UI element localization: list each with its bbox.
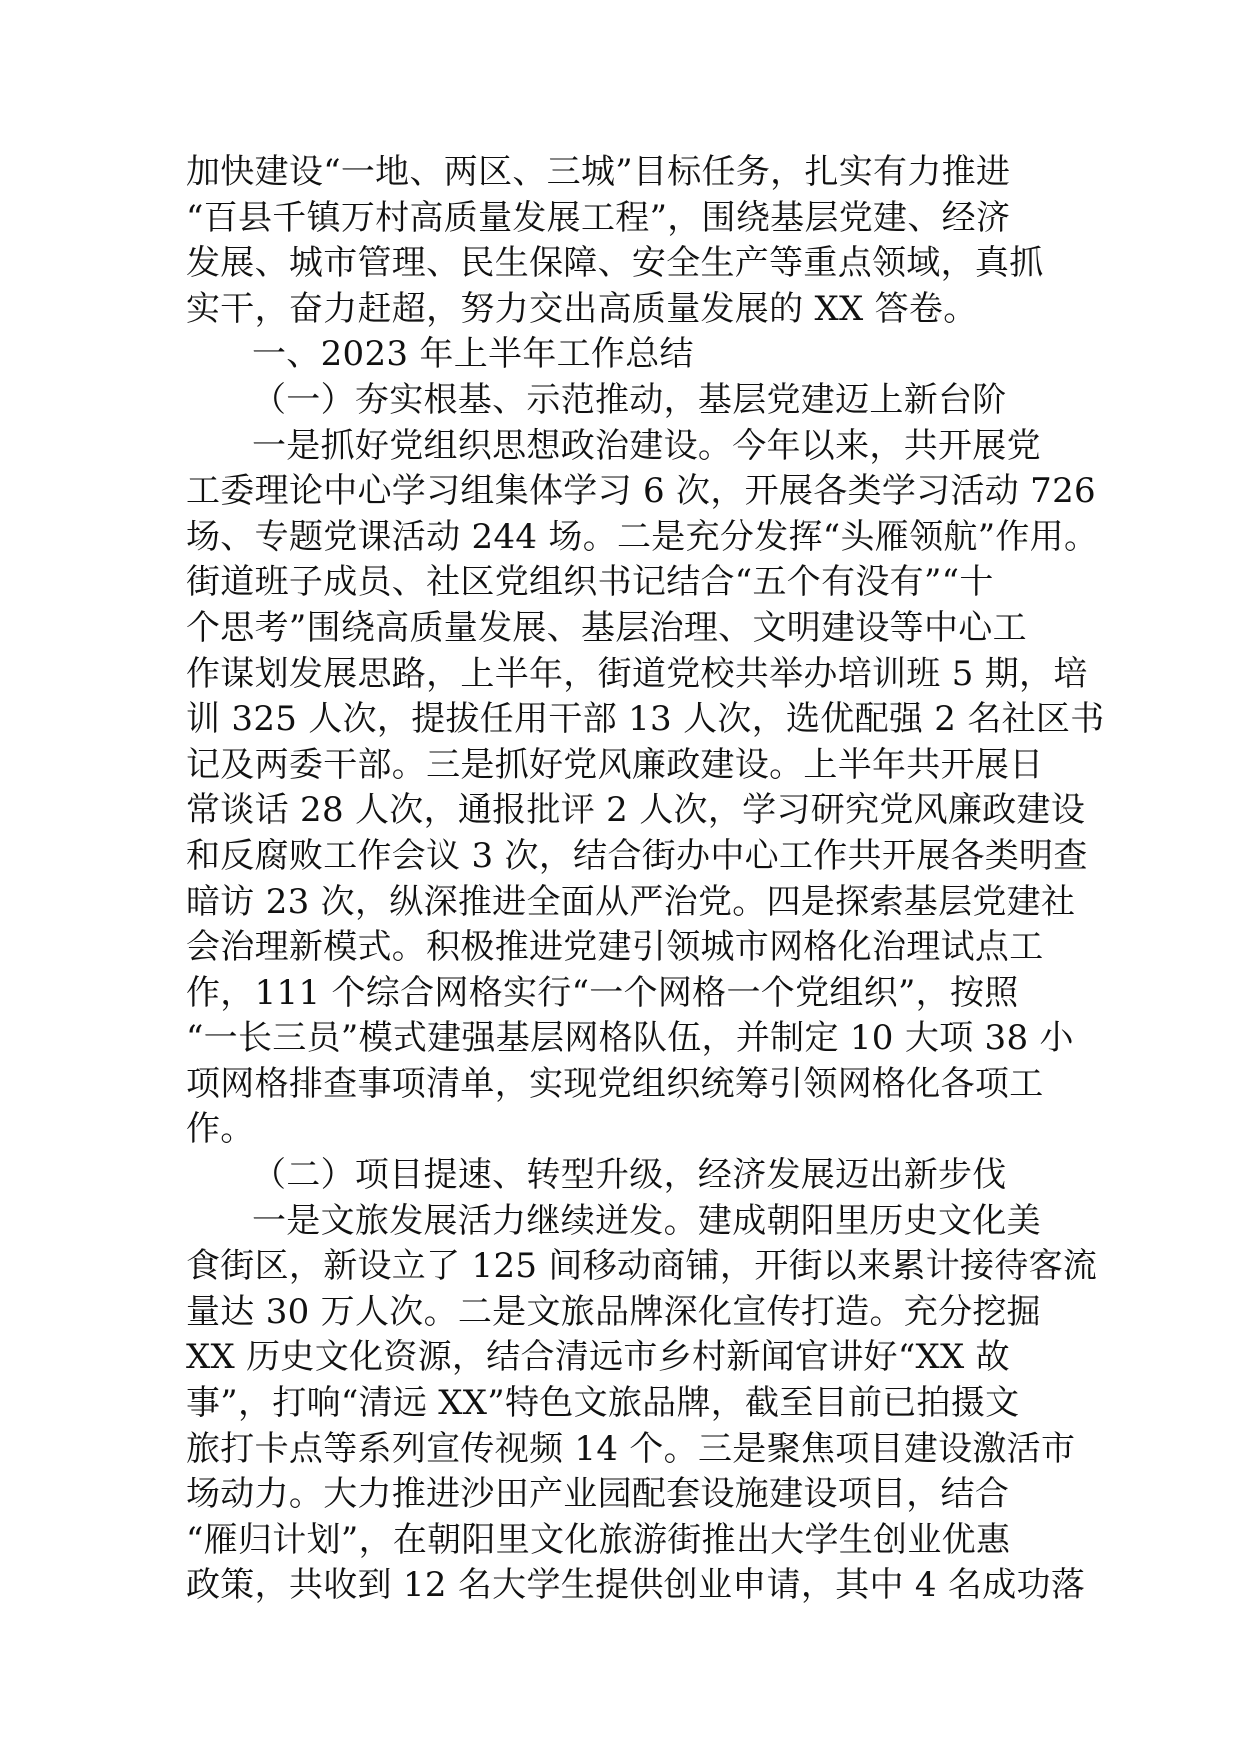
text-line: 常谈话 28 人次，通报批评 2 人次，学习研究党风廉政建设 [186, 790, 1086, 831]
text-line: 量达 30 万人次。二是文旅品牌深化宣传打造。充分挖掘 [186, 1291, 1041, 1332]
text-line: “百县千镇万村高质量发展工程”，围绕基层党建、经济 [186, 197, 1011, 238]
document-body [186, 150, 1105, 1609]
text-line: 加快建设“一地、两区、三城”目标任务，扎实有力推进 [186, 152, 1011, 192]
text-line: “雁归计划”，在朝阳里文化旅游街推出大学生创业优惠 [186, 1519, 1011, 1560]
text-line: 暗访 23 次，纵深推进全面从严治党。四是探索基层党建社 [186, 881, 1076, 922]
text-line: 会治理新模式。积极推进党建引领城市网格化治理试点工 [186, 927, 1044, 968]
text-line: 食街区，新设立了 125 间移动商铺，开街以来累计接待客流 [186, 1246, 1098, 1287]
text-line: 作。 [186, 1109, 255, 1150]
text-line: 街道班子成员、社区党组织书记结合“五个有没有”“十 [186, 562, 994, 603]
text-line: （二）项目提速、转型升级，经济发展迈出新步伐 [252, 1155, 1007, 1196]
text-line: 和反腐败工作会议 3 次，结合街办中心工作共开展各类明查 [186, 835, 1088, 876]
text-line: 发展、城市管理、民生保障、安全生产等重点领域，真抓 [186, 243, 1044, 284]
text-line: 个思考”围绕高质量发展、基层治理、文明建设等中心工 [186, 607, 1027, 648]
text-line: 实干，奋力赶超，努力交出高质量发展的 XX 答卷。 [186, 288, 978, 329]
text-line: “一长三员”模式建强基层网格队伍，并制定 10 大项 38 小 [186, 1018, 1074, 1059]
text-line: XX 历史文化资源，结合清远市乡村新闻官讲好“XX 故 [186, 1337, 1010, 1378]
text-line: 事”，打响“清远 XX”特色文旅品牌，截至目前已拍摄文 [186, 1383, 1020, 1424]
text-line: 旅打卡点等系列宣传视频 14 个。三是聚焦项目建设激活市 [186, 1428, 1076, 1469]
text-line: 一、2023 年上半年工作总结 [252, 334, 694, 375]
text-line: 场、专题党课活动 244 场。二是充分发挥“头雁领航”作用。 [186, 516, 1099, 557]
text-line: 作，111 个综合网格实行“一个网格一个党组织”，按照 [186, 972, 1019, 1013]
text-line: 训 325 人次，提拔任用干部 13 人次，选优配强 2 名社区书 [186, 699, 1105, 740]
text-line: 政策，共收到 12 名大学生提供创业申请，其中 4 名成功落 [186, 1565, 1086, 1606]
text-line: 工委理论中心学习组集体学习 6 次，开展各类学习活动 726 [186, 471, 1096, 512]
text-line: 一是抓好党组织思想政治建设。今年以来，共开展党 [252, 425, 1041, 466]
text-line: （一）夯实根基、示范推动，基层党建迈上新台阶 [252, 379, 1007, 420]
text-line: 项网格排查事项清单，实现党组织统筹引领网格化各项工 [186, 1063, 1044, 1104]
text-line: 作谋划发展思路，上半年，街道党校共举办培训班 5 期，培 [186, 653, 1088, 694]
text-line: 场动力。大力推进沙田产业园配套设施建设项目，结合 [186, 1474, 1010, 1515]
text-line: 记及两委干部。三是抓好党风廉政建设。上半年共开展日 [186, 744, 1044, 785]
text-line: 一是文旅发展活力继续迸发。建成朝阳里历史文化美 [252, 1200, 1041, 1241]
